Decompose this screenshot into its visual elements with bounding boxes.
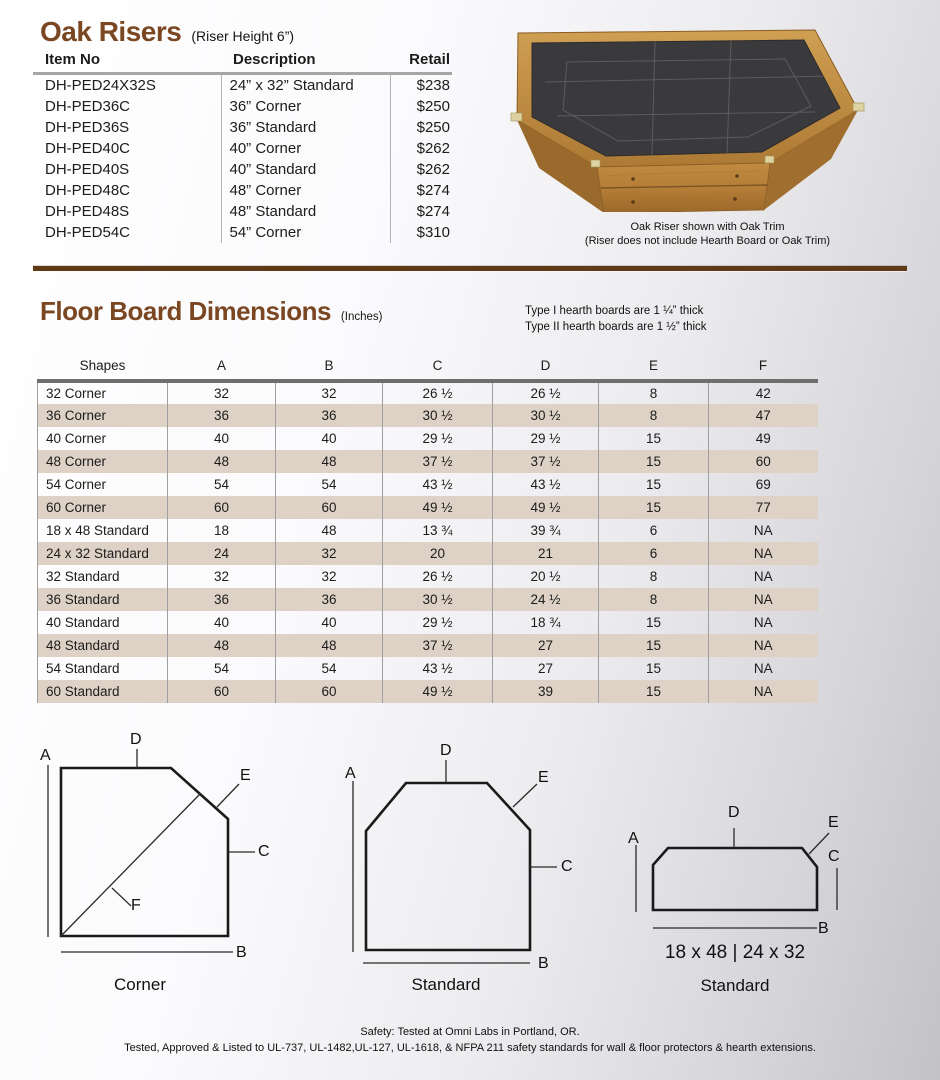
table-cell: 60 xyxy=(709,450,818,473)
table-cell: 6 xyxy=(599,519,709,542)
table-cell: NA xyxy=(709,611,818,634)
table-row xyxy=(33,96,452,117)
dim-label-a: A xyxy=(628,830,639,847)
table-row xyxy=(33,201,452,222)
table-cell: 30 ½ xyxy=(383,404,493,427)
table-cell: 30 ½ xyxy=(383,588,493,611)
table-cell: 32 xyxy=(168,381,276,404)
table-cell: 29 ½ xyxy=(493,427,599,450)
column-header: A xyxy=(168,356,276,381)
flat-standard-diagram xyxy=(625,790,860,1020)
table-cell: 40 xyxy=(276,611,383,634)
dim-label-f: F xyxy=(131,897,141,914)
table-row xyxy=(33,117,452,138)
table-cell: 43 ½ xyxy=(493,473,599,496)
table-cell: 6 xyxy=(599,542,709,565)
table-row xyxy=(33,138,452,159)
table-cell: $250 xyxy=(390,117,452,138)
column-header: E xyxy=(599,356,709,381)
column-header: F xyxy=(709,356,818,381)
oak-riser-photo xyxy=(505,16,910,248)
table-cell: 30 ½ xyxy=(493,404,599,427)
table-cell: 37 ½ xyxy=(493,450,599,473)
dim-label-d: D xyxy=(440,742,452,759)
table-cell: 15 xyxy=(599,611,709,634)
table-row xyxy=(38,588,818,611)
oak-risers-heading xyxy=(40,16,294,48)
table-cell: 60 Standard xyxy=(38,680,168,703)
dim-label-b: B xyxy=(236,944,247,961)
header-row xyxy=(33,50,452,74)
standard-shape xyxy=(340,723,585,968)
section-divider xyxy=(33,266,907,271)
table-cell: 32 xyxy=(276,381,383,404)
table-cell: 15 xyxy=(599,657,709,680)
table-cell: 60 xyxy=(168,496,276,519)
table-cell: 60 xyxy=(276,680,383,703)
column-header: C xyxy=(383,356,493,381)
standard-diagram xyxy=(340,723,585,1023)
dim-label-c: C xyxy=(258,843,270,860)
table-cell: 32 xyxy=(168,565,276,588)
table-cell: $238 xyxy=(390,74,452,97)
table-cell: 8 xyxy=(599,381,709,404)
table-row xyxy=(38,519,818,542)
dim-label-b: B xyxy=(818,920,829,937)
table-cell: 36” Standard xyxy=(221,117,390,138)
table-row xyxy=(38,473,818,496)
table-cell: 43 ½ xyxy=(383,657,493,680)
table-cell: 21 xyxy=(493,542,599,565)
table-row xyxy=(33,159,452,180)
table-cell: 24 xyxy=(168,542,276,565)
table-cell: DH-PED36S xyxy=(45,119,130,136)
table-cell: DH-PED36C xyxy=(45,98,131,115)
dim-label-e: E xyxy=(538,769,549,786)
corner-shape xyxy=(30,723,295,968)
table-cell: 18 xyxy=(168,519,276,542)
photo-caption-line2: (Riser does not include Hearth Board or Oak Trim) xyxy=(584,235,831,247)
table-cell: 18 ¾ xyxy=(493,611,599,634)
table-cell: 48 xyxy=(168,634,276,657)
table-cell: 27 xyxy=(493,657,599,680)
flat-standard-shape xyxy=(625,790,860,940)
table-cell: 26 ½ xyxy=(383,381,493,404)
table-cell: 8 xyxy=(599,588,709,611)
table-cell: 36 xyxy=(276,404,383,427)
table-cell: $262 xyxy=(390,138,452,159)
table-row xyxy=(33,74,452,97)
floor-board-subtitle: (Inches) xyxy=(340,311,383,323)
column-header: Description xyxy=(221,50,390,74)
table-cell: 48 xyxy=(168,450,276,473)
table-row xyxy=(38,427,818,450)
table-cell: 20 xyxy=(383,542,493,565)
hearth-thickness-note-2: Type II hearth boards are 1 ½” thick xyxy=(525,321,707,333)
dim-label-c: C xyxy=(828,848,840,865)
table-cell: 24 x 32 Standard xyxy=(38,542,168,565)
column-header: Shapes xyxy=(38,356,168,381)
hearth-thickness-note-1: Type I hearth boards are 1 ¼” thick xyxy=(525,305,704,317)
table-cell: $274 xyxy=(390,180,452,201)
table-cell: 48 xyxy=(276,634,383,657)
table-cell: 15 xyxy=(599,427,709,450)
table-cell: 54 Standard xyxy=(38,657,168,680)
table-row xyxy=(33,180,452,201)
table-cell: NA xyxy=(709,657,818,680)
dim-label-c: C xyxy=(561,858,573,875)
table-cell: 39 ¾ xyxy=(493,519,599,542)
table-cell: 18 x 48 Standard xyxy=(38,519,168,542)
oak-risers-subtitle: (Riser Height 6”) xyxy=(191,28,295,44)
floor-board-table xyxy=(37,356,818,703)
table-cell: 24 ½ xyxy=(493,588,599,611)
table-cell: 40” Corner xyxy=(221,138,390,159)
table-cell: 40 Standard xyxy=(38,611,168,634)
table-cell: 54” Corner xyxy=(221,222,390,243)
safety-footer xyxy=(0,1024,940,1056)
table-cell: DH-PED40S xyxy=(45,161,130,178)
dim-label-d: D xyxy=(728,804,740,821)
table-cell: 54 xyxy=(168,473,276,496)
table-cell: 77 xyxy=(709,496,818,519)
table-cell: DH-PED48C xyxy=(45,182,131,199)
table-cell: 26 ½ xyxy=(383,565,493,588)
oak-risers-table xyxy=(33,50,452,243)
table-cell: 36 xyxy=(276,588,383,611)
table-cell: 15 xyxy=(599,473,709,496)
table-cell: 60 xyxy=(276,496,383,519)
table-cell: 54 xyxy=(276,657,383,680)
corner-diagram xyxy=(30,723,295,1023)
table-row xyxy=(38,634,818,657)
table-row xyxy=(38,496,818,519)
table-cell: 24” x 32” Standard xyxy=(221,74,390,97)
dim-label-e: E xyxy=(240,767,251,784)
table-row xyxy=(38,404,818,427)
column-header: D xyxy=(493,356,599,381)
table-cell: 32 xyxy=(276,565,383,588)
table-cell: 37 ½ xyxy=(383,634,493,657)
column-header: Item No xyxy=(33,50,221,74)
table-cell: 40 xyxy=(168,611,276,634)
table-cell: 49 ½ xyxy=(493,496,599,519)
table-cell: 27 xyxy=(493,634,599,657)
table-cell: 29 ½ xyxy=(383,427,493,450)
table-cell: 8 xyxy=(599,404,709,427)
table-cell: 48 Corner xyxy=(38,450,168,473)
table-cell: 36” Corner xyxy=(221,96,390,117)
dim-label-a: A xyxy=(40,747,51,764)
table-cell: NA xyxy=(709,542,818,565)
dim-label-e: E xyxy=(828,814,839,831)
table-cell: NA xyxy=(709,519,818,542)
table-cell: 15 xyxy=(599,680,709,703)
table-cell: 54 xyxy=(276,473,383,496)
table-cell: 32 xyxy=(276,542,383,565)
table-cell: 26 ½ xyxy=(493,381,599,404)
photo-caption-line1: Oak Riser shown with Oak Trim xyxy=(630,221,785,233)
table-cell: 49 ½ xyxy=(383,680,493,703)
header-row xyxy=(38,356,818,381)
column-header: B xyxy=(276,356,383,381)
table-cell: 54 Corner xyxy=(38,473,168,496)
table-cell: 40 Corner xyxy=(38,427,168,450)
table-cell: 49 ½ xyxy=(383,496,493,519)
table-cell: 36 Corner xyxy=(38,404,168,427)
table-row xyxy=(38,542,818,565)
table-cell: NA xyxy=(709,588,818,611)
standard-caption: Standard xyxy=(411,975,481,994)
table-cell: 36 xyxy=(168,404,276,427)
table-cell: 48 xyxy=(276,450,383,473)
table-cell: $250 xyxy=(390,96,452,117)
dim-label-b: B xyxy=(538,955,549,972)
corner-caption: Corner xyxy=(114,975,166,994)
table-cell: 48” Corner xyxy=(221,180,390,201)
table-cell: 39 xyxy=(493,680,599,703)
dim-label-a: A xyxy=(345,765,356,782)
floor-board-title: Floor Board Dimensions xyxy=(40,296,331,326)
table-cell: $262 xyxy=(390,159,452,180)
table-cell: 43 ½ xyxy=(383,473,493,496)
table-cell: 20 ½ xyxy=(493,565,599,588)
table-row xyxy=(38,611,818,634)
table-cell: 37 ½ xyxy=(383,450,493,473)
table-cell: 49 xyxy=(709,427,818,450)
flat-sizes: 18 x 48 | 24 x 32 xyxy=(664,942,806,963)
table-cell: 69 xyxy=(709,473,818,496)
riser-illustration xyxy=(505,16,910,212)
table-cell: 36 Standard xyxy=(38,588,168,611)
table-row xyxy=(38,450,818,473)
table-cell: 15 xyxy=(599,634,709,657)
table-cell: NA xyxy=(709,565,818,588)
table-cell: 15 xyxy=(599,496,709,519)
table-cell: DH-PED54C xyxy=(45,224,131,241)
table-cell: 48 Standard xyxy=(38,634,168,657)
table-cell: 48 xyxy=(276,519,383,542)
table-cell: 60 Corner xyxy=(38,496,168,519)
table-cell: DH-PED24X32S xyxy=(45,77,156,94)
table-cell: NA xyxy=(709,634,818,657)
table-cell: 8 xyxy=(599,565,709,588)
table-cell: 15 xyxy=(599,450,709,473)
table-cell: 42 xyxy=(709,381,818,404)
column-header: Retail xyxy=(390,50,452,74)
table-cell: 40 xyxy=(168,427,276,450)
table-cell: $274 xyxy=(390,201,452,222)
dim-label-d: D xyxy=(130,731,142,748)
table-cell: 54 xyxy=(168,657,276,680)
table-cell: 32 Standard xyxy=(38,565,168,588)
safety-line-1: Safety: Tested at Omni Labs in Portland, OR. xyxy=(360,1026,580,1038)
oak-risers-title: Oak Risers xyxy=(40,16,182,47)
table-row xyxy=(33,222,452,243)
table-cell: 29 ½ xyxy=(383,611,493,634)
table-cell: DH-PED40C xyxy=(45,140,131,157)
table-cell: 36 xyxy=(168,588,276,611)
table-row xyxy=(38,657,818,680)
table-cell: 47 xyxy=(709,404,818,427)
flat-caption: Standard xyxy=(700,976,770,995)
table-row xyxy=(38,680,818,703)
photo-caption xyxy=(505,220,910,248)
hearth-thickness-notes xyxy=(525,303,707,335)
table-cell: $310 xyxy=(390,222,452,243)
table-cell: 40 xyxy=(276,427,383,450)
table-cell: 13 ¾ xyxy=(383,519,493,542)
table-cell: NA xyxy=(709,680,818,703)
table-row xyxy=(38,381,818,404)
floor-board-heading xyxy=(40,296,382,327)
table-cell: 40” Standard xyxy=(221,159,390,180)
table-cell: 60 xyxy=(168,680,276,703)
table-cell: 32 Corner xyxy=(38,381,168,404)
safety-line-2: Tested, Approved & Listed to UL-737, UL-1482,UL-127, UL-1618, & NFPA 211 safety standards for wall & floor protectors & hearth extensions. xyxy=(124,1042,816,1054)
table-row xyxy=(38,565,818,588)
table-cell: 48” Standard xyxy=(221,201,390,222)
table-cell: DH-PED48S xyxy=(45,203,130,220)
